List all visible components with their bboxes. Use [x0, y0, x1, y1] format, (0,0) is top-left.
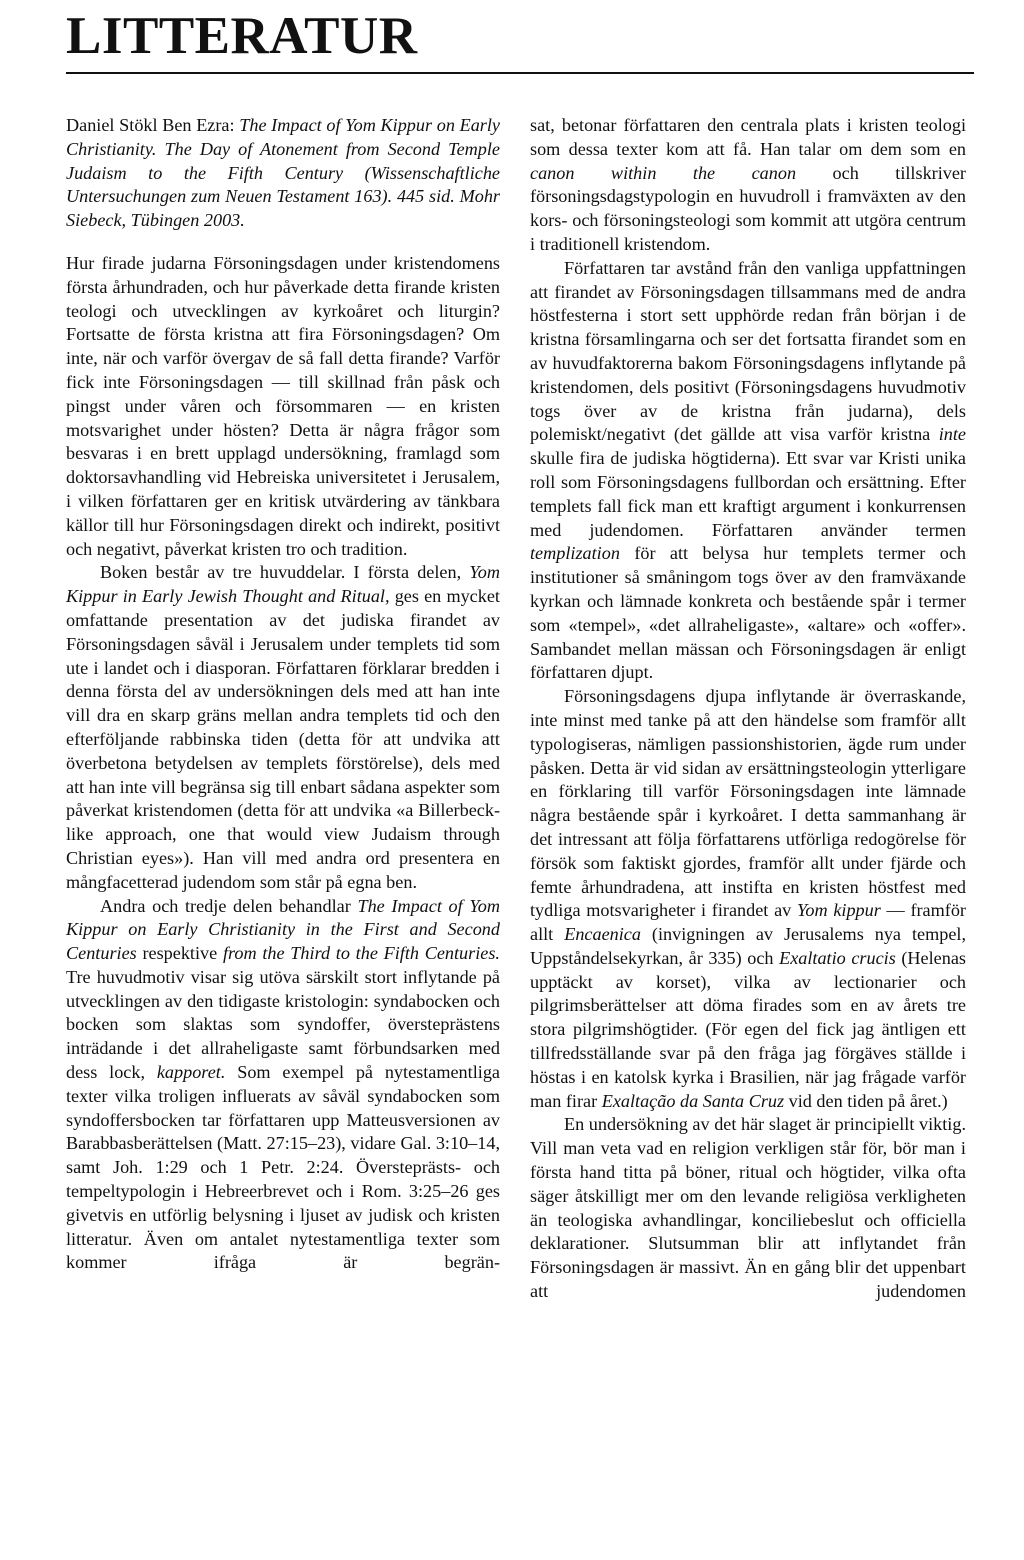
paragraph: Försoningsdagens djupa inflytande är överraskande, inte minst med tanke på att den händelse som framför allt typologiseras, nämligen passionshistorien, ägde rum under påsken. Detta är vid sidan av ersättningsteologin ytterligare en förklaring till varför Försoningsdagen inte lämnade några bestående spår i kyrkoåret. I detta sammanhang är det intressant att följa författarens utförliga redogörelse för försök som faktiskt gjordes, framför allt under fjärde och femte århundradena, att instifta en kristen höstfest med tydliga motsvarigheter i firandet av Yom kippur — framför allt Encaenica (invigningen av Jerusalems nya tempel, Uppståndelsekyrkan, år 335) och Exaltatio crucis (Helenas upptäckt av korset), vilka av lectionarier och pilgrimsberättelser att döma firades som en av årets tre stora pilgrimshögtider. (För egen del fick jag äntligen ett tillfredsställande svar på den fråga jag förgäves ställde i höstas i en katolsk kyrka i Brasilien, när jag frågade varför man firar Exaltação da Santa Cruz vid den tiden på året.) — [530, 686, 966, 1111]
left-column — [66, 114, 500, 1275]
paragraph: Författaren tar avstånd från den vanliga uppfattningen att firandet av Försoningsdagen tillsammans med de andra höstfesterna i stort sett upphörde redan från början i de kristna församlingarna och ser det fortsatta firandet som en av huvudfaktorerna bakom Försoningsdagens inflytande på kristendomen, dels positivt (Försoningsdagens huvudmotiv togs över av de kristna från judarna), dels polemiskt/negativt (det gällde att visa varför kristna inte skulle fira de judiska högtiderna). Ett svar var Kristi unika roll som Försoningsdagens fullbordan och ersättning. Efter templets fall fick man ett kraftigt argument i konkurrensen med judendomen. Författaren använder termen templization för att belysa hur templets termer och institutioner så småningom togs över av den framväxande kyrkan och lämnade konkreta och bestående spår i termer som «tempel», «det allraheligaste», «altare» och «offer». Sambandet mellan mässan och Försoningsdagen är enligt författaren djupt. — [530, 257, 966, 683]
book-citation — [66, 114, 500, 233]
paragraph: Andra och tredje delen behandlar The Impact of Yom Kippur on Early Christianity in the First and Second Centuries respektive from the Third to the Fifth Centuries. Tre huvudmotiv visar sig utöva särskilt stort inflytande på utvecklingen av den tidigaste kristologin: syndabocken och bocken som slaktas som syndoffer, översteprästens inträdande i det allraheligaste samt förbundsarken med dess lock, kapporet. Som exempel på nytestamentliga texter vilka troligen influerats av såväl syndabocken som syndoffersbocken tar författaren upp Matteusversionen av Barabbasberättelsen (Matt. 27:15–23), vidare Gal. 3:10–14, samt Joh. 1:29 och 1 Petr. 2:24. Översteprästs- och tempeltypologin i Hebreerbrevet och i Rom. 3:25–26 ges givetvis en utförlig belysning i ljuset av judisk och kristen litteratur. Även om antalet nytestamentliga texter som kommer ifråga är begrän- — [66, 895, 501, 1273]
paragraph: Boken består av tre huvuddelar. I första delen, Yom Kippur in Early Jewish Thought and Ritual, ges en mycket omfattande presentation av det judiska firandet av Försoningsdagen såväl i Jerusalem under templets tid som ute i landet och i diasporan. Författaren förklarar bredden i denna första del av undersökningen dels med att han inte vill dra en skarp gräns mellan andra templets tid och den efterföljande rabbinska tiden (detta för att undvika att överbetona betydelsen av templets förstörelse), dels med att han inte vill begränsa sig till enbart sådana aspekter som påverkat kristendomen (detta för att undvika «a Billerbeck-like approach, one that would view Judaism through Christian eyes»). Han vill med andra ord presentera en mångfacetterad judendom som står på egna ben. — [66, 562, 500, 892]
header-rule — [66, 72, 974, 74]
right-column — [530, 114, 966, 1304]
citation-author: Daniel Stökl Ben Ezra: — [66, 115, 240, 135]
section-title: LITTERATUR — [66, 7, 418, 65]
paragraph: En undersökning av det här slaget är principiellt viktig. Vill man veta vad en religion verkligen står för, bör man i första hand titta på böner, ritual och högtider, vilka ofta säger åtskilligt mer om den levande religiösa verkligheten än teologiska avhandlingar, konciliebeslut och officiella deklarationer. Slutsumman blir att inflytandet från Försoningsdagen är massivt. Än en gång blir det uppenbart att judendomen — [530, 1114, 966, 1302]
paragraph: sat, betonar författaren den centrala plats i kristen teologi som dessa texter kom att få. Han talar om dem som en canon within the canon och tillskriver försoningsdagstypologin en huvudroll i framväxten av den kors- och försoningsteologi som kommit att utgöra centrum i traditionell kristendom. — [530, 115, 966, 254]
page-header — [66, 0, 974, 76]
paragraph: Hur firade judarna Försoningsdagen under kristendomens första århundraden, och hur påverkade detta firande kristen teologi och utvecklingen av kyrkoåret och liturgin? Fortsatte de första kristna att fira Försoningsdagen? Om inte, när och varför övergav de så fall detta firande? Varför fick inte Försoningsdagen — till skillnad från påsk och pingst under våren och försommaren — en kristen motsvarighet under hösten? Detta är några frågor som besvaras i en brett upplagd undersökning, framlagd som doktorsavhandling vid Hebreiska universitetet i Jerusalem, i vilken författaren ger en kritisk utvärdering av tänkbara källor till hur Försoningsdagen direkt och indirekt, positivt och negativt, påverkat kristen tro och tradition. — [66, 252, 500, 559]
citation-title: The Impact of Yom Kippur on Early Christianity. The Day of Atonement from Second Temple Judaism to the Fifth Century (Wissenschaftliche Untersuchungen zum Neuen Testament 163). 445 sid. Mohr Siebeck, Tübingen 2003. — [66, 115, 500, 231]
